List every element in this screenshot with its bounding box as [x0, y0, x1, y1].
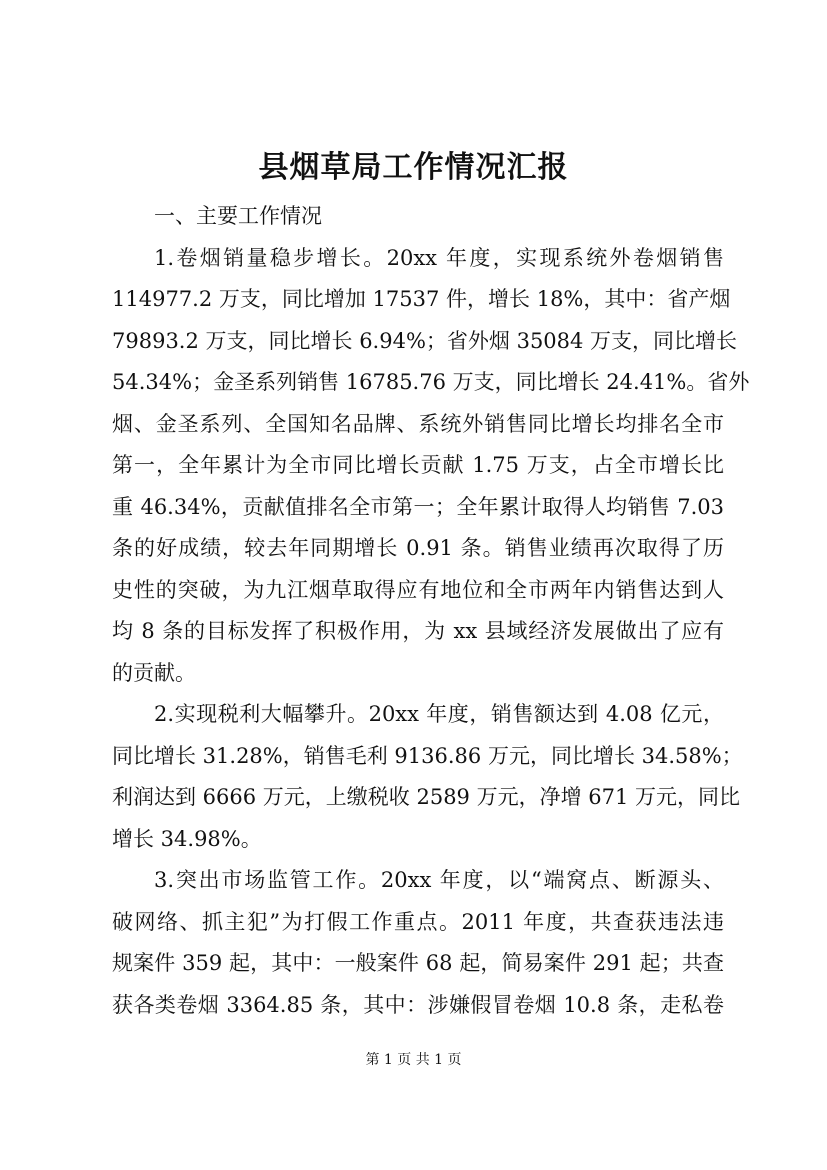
paragraph-line: 条的好成绩，较去年同期增长 0.91 条。销售业绩再次取得了历: [112, 536, 724, 560]
paragraph-line: 1.卷烟销量稳步增长。20xx 年度，实现系统外卷烟销售: [154, 245, 724, 270]
paragraph-line: 114977.2 万支，同比增加 17537 件，增长 18%，其中：省产烟: [112, 287, 731, 311]
paragraph-line: 同比增长 31.28%，销售毛利 9136.86 万元，同比增长 34.58%；: [112, 743, 743, 768]
paragraph-line: 均 8 条的目标发挥了积极作用，为 xx 县域经济发展做出了应有: [112, 619, 724, 643]
paragraph-line: 重 46.34%，贡献值排名全市第一；全年累计取得人均销售 7.03: [112, 494, 724, 519]
paragraph-line: 2.实现税利大幅攀升。20xx 年度，销售额达到 4.08 亿元，: [154, 702, 724, 726]
paragraph-line: 史性的突破，为九江烟草取得应有地位和全市两年内销售达到人: [112, 577, 724, 602]
paragraph-line: 利润达到 6666 万元，上缴税收 2589 万元，净增 671 万元，同比: [112, 785, 741, 809]
section-heading: 一、主要工作情况: [154, 204, 322, 228]
paragraph-line: 79893.2 万支，同比增长 6.94%；省外烟 35084 万支，同比增长: [112, 328, 738, 353]
paragraph-line: 第一，全年累计为全市同比增长贡献 1.75 万支，占全市增长比: [112, 453, 724, 477]
document-body: [112, 196, 750, 1026]
paragraph-line: 获各类卷烟 3364.85 条，其中：涉嫌假冒卷烟 10.8 条，走私卷: [112, 992, 724, 1017]
document-title: 县烟草局工作情况汇报: [258, 150, 569, 185]
paragraph-2: [112, 694, 743, 860]
paragraph-line: 的贡献。: [112, 660, 196, 685]
paragraph-line: 破网络、抓主犯”为打假工作重点。2011 年度，共查获违法违: [112, 909, 724, 934]
paragraph-line: 烟、金圣系列、全国知名品牌、系统外销售同比增长均排名全市: [112, 411, 724, 436]
paragraph-line: 54.34%；金圣系列销售 16785.76 万支，同比增长 24.41%。省外: [112, 370, 750, 394]
paragraph-1: [112, 238, 750, 695]
paragraph-3: [112, 860, 724, 1026]
page-footer: 第 1 页 共 1 页: [365, 1052, 462, 1068]
paragraph-line: 增长 34.98%。: [112, 826, 262, 851]
paragraph-line: 3.突出市场监管工作。20xx 年度，以“端窝点、断源头、: [154, 868, 724, 892]
paragraph-line: 规案件 359 起，其中：一般案件 68 起，简易案件 291 起；共查: [112, 951, 724, 975]
